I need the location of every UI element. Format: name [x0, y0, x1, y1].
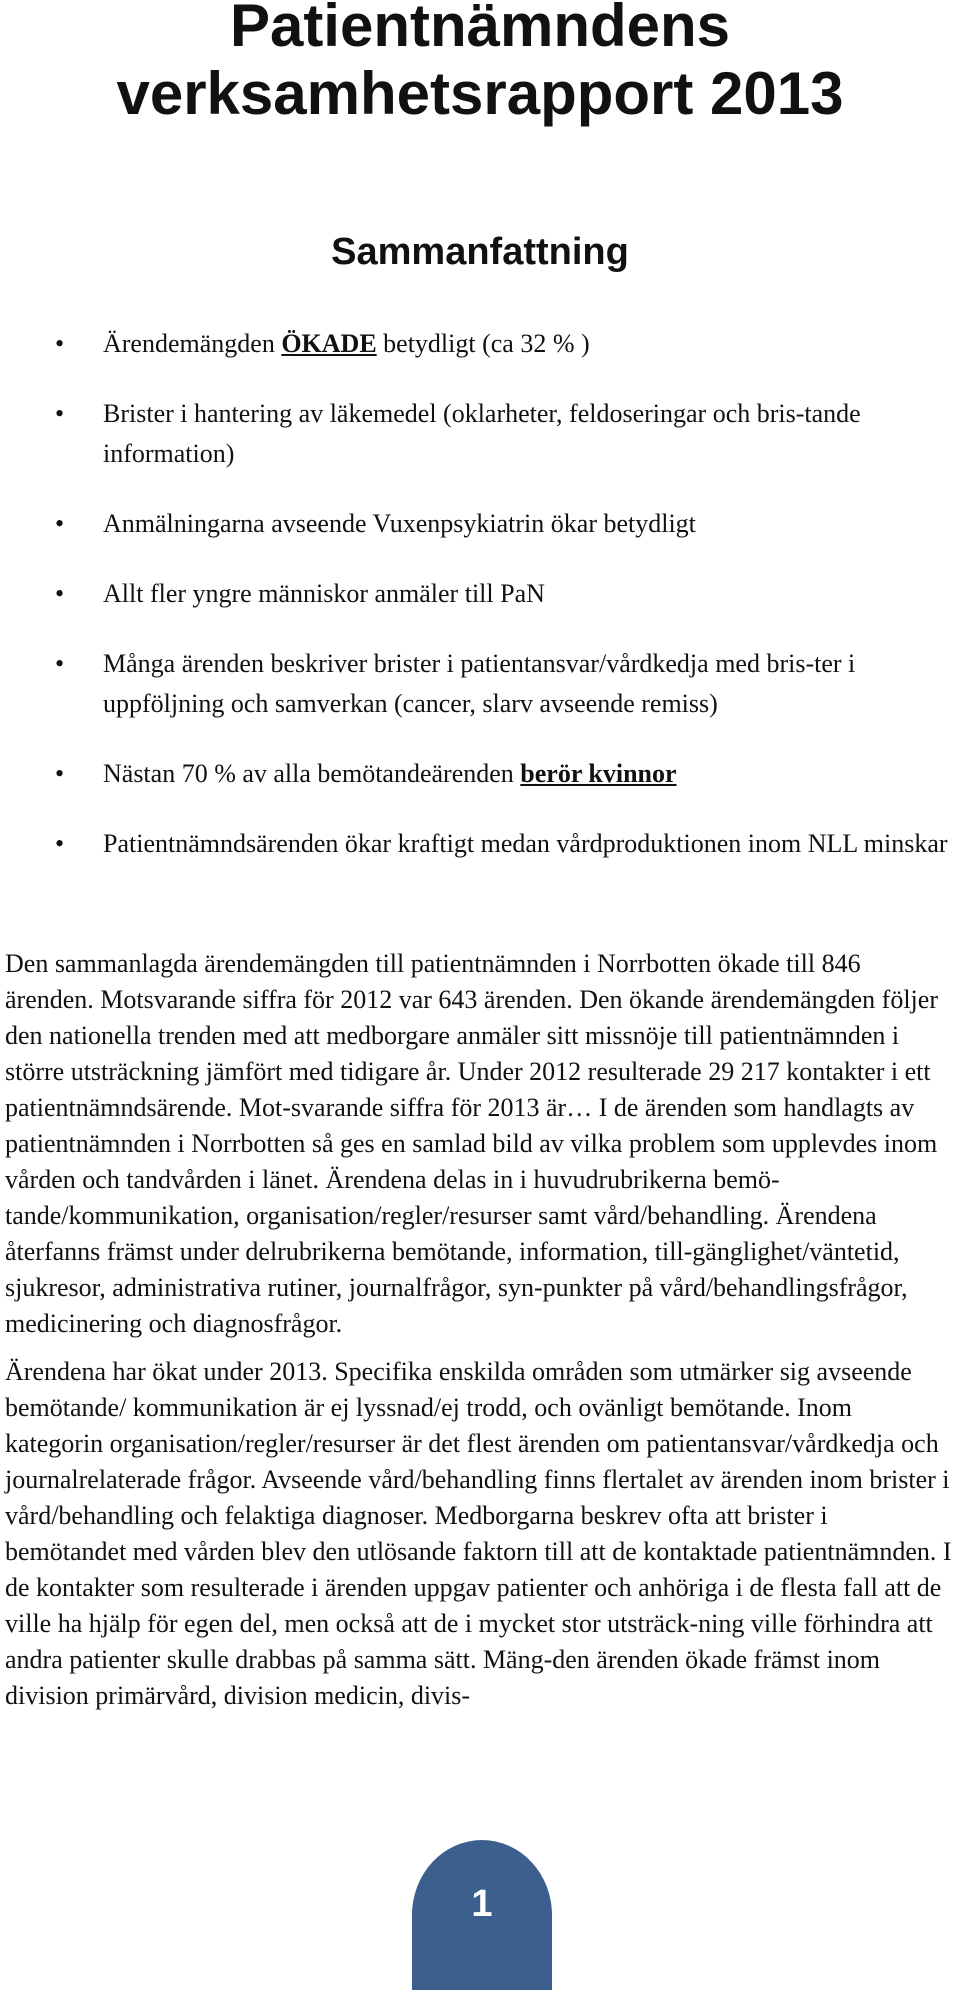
- bullet-emphasis: berör kvinnor: [520, 759, 677, 788]
- title-line-1: Patientnämndens: [229, 0, 731, 59]
- list-item: [0, 824, 960, 864]
- bullet-text: Brister i hantering av läkemedel (oklarheter, feldoseringar och bris-tande information): [103, 399, 861, 468]
- list-item: [0, 504, 960, 544]
- bullet-text-end: betydligt (ca 32 % ): [376, 329, 590, 358]
- bullet-text: Patientnämndsärenden ökar kraftigt medan vårdproduktionen inom NLL minskar: [103, 829, 948, 858]
- bullet-icon: •: [55, 649, 65, 678]
- bullet-icon: •: [55, 829, 65, 858]
- bullet-text: Allt fler yngre människor anmäler till PaN: [103, 579, 545, 608]
- bullet-emphasis: ÖKADE: [281, 329, 377, 358]
- list-item: [0, 394, 960, 474]
- bullet-icon: •: [55, 759, 65, 788]
- bullet-text: Nästan 70 % av alla bemötandeärenden: [103, 759, 521, 788]
- bullet-text: Många ärenden beskriver brister i patientansvar/vårdkedja med bris-ter i uppföljning och samverkan (cancer, slarv avseende remiss): [103, 649, 856, 718]
- bullet-icon: •: [55, 579, 65, 608]
- summary-bullet-list: [0, 324, 960, 894]
- report-body: [5, 946, 953, 1726]
- body-paragraph-2: Ärendena har ökat under 2013. Specifika enskilda områden som utmärker sig avseende bemötande/ kommunikation är ej lyssnad/ej trodd, och ovänligt bemötande. Inom kategorin organisation/regler/resurser är det flest ärenden om patientansvar/vårdkedja och journalrelaterade frågor. Avseende vård/behandling finns flertalet av ärenden inom brister i vård/behandling och felaktiga diagnoser. Medborgarna beskrev ofta att brister i bemötandet med vården blev den utlösande faktorn till att de kontaktade patientnämnden. I de kontakter som resulterade i ärenden uppgav patienter och anhöriga i de flesta fall att de ville ha hjälp för egen del, men också att de i mycket stor utsträck-ning ville förhindra att andra patienter skulle drabbas på samma sätt. Mäng-den ärenden ökade främst inom division primärvård, division medicin, divis-: [5, 1357, 952, 1710]
- section-heading-text: Sammanfattning: [331, 231, 629, 273]
- bullet-text: Anmälningarna avseende Vuxenpsykiatrin ökar betydligt: [103, 509, 696, 538]
- bullet-text: Ärendemängden: [103, 329, 282, 358]
- page-number-badge: [412, 1840, 552, 1990]
- list-item: [0, 324, 960, 364]
- list-item: [0, 574, 960, 614]
- bullet-icon: •: [55, 329, 65, 358]
- body-paragraph-1: Den sammanlagda ärendemängden till patientnämnden i Norrbotten ökade till 846 ärenden. Motsvarande siffra för 2012 var 643 ärenden. Den ökande ärendemängden följer den nationella trenden med att medborgare anmäler sitt missnöje till patientnämnden i större utsträckning jämfört med tidigare år. Under 2012 resulterade 29 217 kontakter i ett patientnämndsärende. Mot-svarande siffra för 2013 är… I de ärenden som handlagts av patientnämnden i Norrbotten så ges en samlad bild av vilka problem som upplevdes inom vården och tandvården i länet. Ärendena delas in i huvudrubrikerna bemö-tande/kommunikation, organisation/regler/resurser samt vård/behandling. Ärendena återfanns främst under delrubrikerna bemötande, information, till-gänglighet/väntetid, sjukresor, administrativa rutiner, journalfrågor, syn-punkter på vård/behandlingsfrågor, medicinering och diagnosfrågor.: [5, 949, 938, 1338]
- document-title: [0, 0, 960, 128]
- title-line-2: verksamhetsrapport 2013: [116, 60, 844, 127]
- page-number: 1: [471, 1883, 493, 1925]
- list-item: [0, 754, 960, 794]
- bullet-icon: •: [55, 399, 65, 428]
- bullet-icon: •: [55, 509, 65, 538]
- section-heading: [0, 230, 960, 274]
- list-item: [0, 644, 960, 724]
